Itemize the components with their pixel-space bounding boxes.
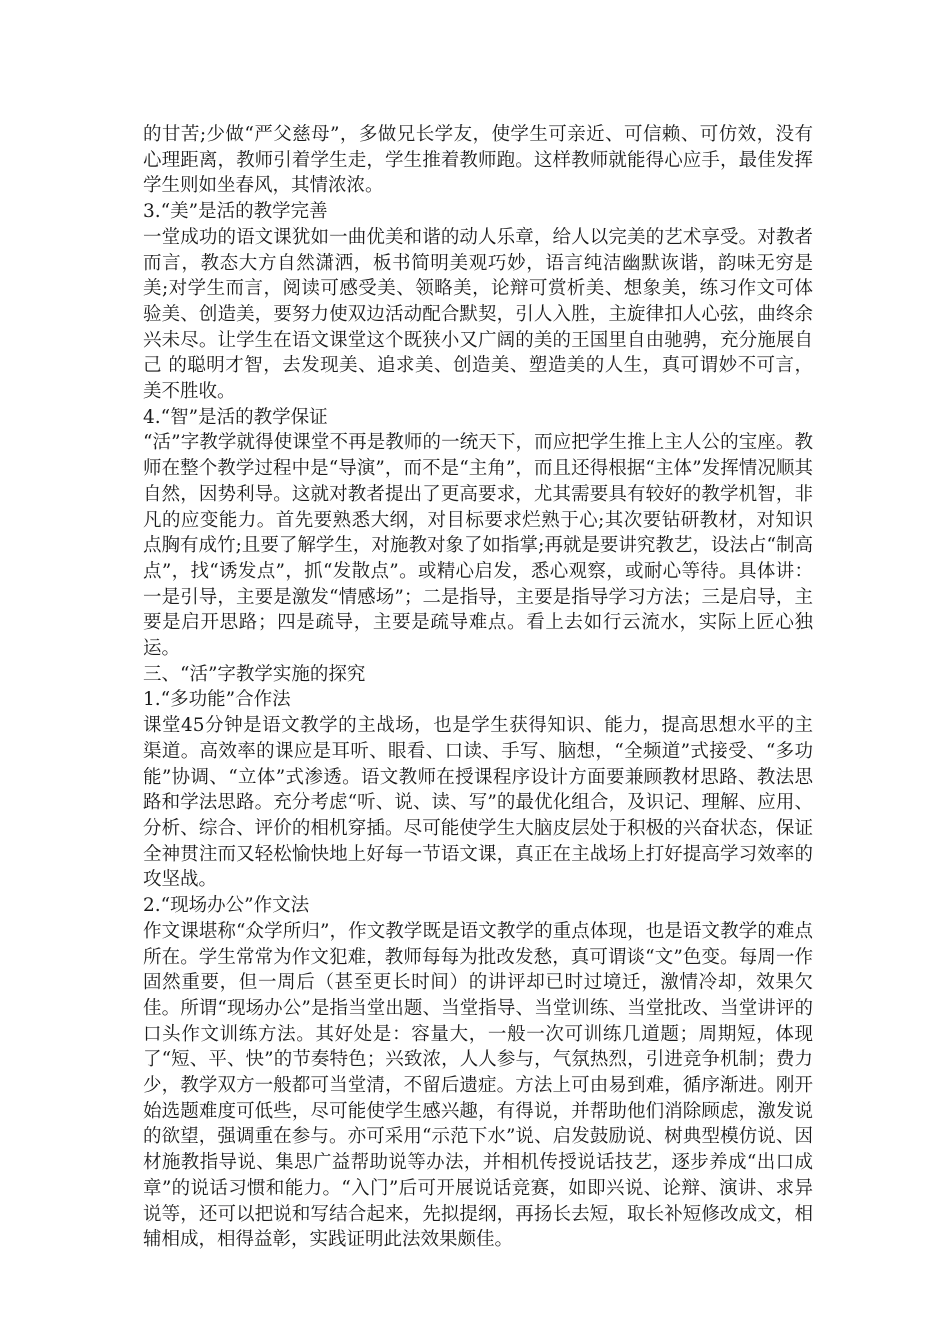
paragraph-beauty: 一堂成功的语文课犹如一曲优美和谐的动人乐章，给人以完美的艺术享受。对教者 而言，教态大方自然潇洒，板书简明美观巧妙，语言纯洁幽默诙谐，韵味无穷是美;对学生而言，阅读可感受美、领略美，论辩可赏析美、想象美，练习作文可体验美、创造美，要努力使双边活动配合默契，引人入胜，主旋律扣人心弦，曲终余兴未尽。让学生在语文课堂这个既狭小又广阔的美的王国里自由驰骋，充分施展自己 的聪明才智，去发现美、追求美、创造美、塑造美的人生，真可谓妙不可言，美不胜收。 bbox=[143, 226, 813, 403]
heading-multifunction: 1.“多功能”合作法 bbox=[143, 689, 291, 711]
document-page bbox=[143, 122, 813, 1253]
paragraph-multifunction: 课堂45分钟是语文教学的主战场，也是学生获得知识、能力，提高思想水平的主渠道。高效率的课应是耳听、眼看、口读、手写、脑想，“全频道”式接受、“多功能”协调、“立体”式渗透。语文教师在授课程序设计方面要兼顾教材思路、教法思路和学法思路。充分考虑“听、说、读、写”的最优化组合，及识记、理解、应用、分析、综合、评价的相机穿插。尽可能使学生大脑皮层处于积极的兴奋状态，保证全神贯注而又轻松愉快地上好每一节语文课，真正在主战场上打好提高学习效率的攻坚战。 bbox=[143, 715, 813, 891]
paragraph-onsite-writing: 作文课堪称“众学所归”，作文教学既是语文教学的重点体现，也是语文教学的难点所在。学生常常为作文犯难，教师每每为批改发愁，真可谓谈“文”色变。每周一作固然重要，但一周后（甚至更长时间）的讲评却已时过境迁，激情冷却，效果欠佳。所谓“现场办公”是指当堂出题、当堂指导、当堂训练、当堂批改、当堂讲评的口头作文训练方法。其好处是：容量大，一般一次可训练几道题；周期短，体现了“短、平、快”的节奏特色；兴致浓，人人参与，气氛热烈，引进竞争机制；费力少，教学双方一般都可当堂清，不留后遗症。方法上可由易到难，循序渐进。刚开始选题难度可低些，尽可能使学生感兴趣，有得说，并帮助他们消除顾虑，激发说的欲望，强调重在参与。亦可采用“示范下水”说、启发鼓励说、树典型模仿说、因材施教指导说、集思广益帮助说等办法，并相机传授说话技艺，逐步养成“出口成章”的说话习惯和能力。“入门”后可开展说话竞赛，如即兴说、论辩、演讲、求异说等，还可以把说和写结合起来，先拟提纲，再扬长去短，取长补短修改成文，相辅相成，相得益彰，实践证明此法效果颇佳。 bbox=[143, 920, 813, 1251]
paragraph-teacher-role: 的甘苦;少做“严父慈母”，多做兄长学友，使学生可亲近、可信赖、可仿效，没有心理距离，教师引着学生走，学生推着教师跑。这样教师就能得心应手，最佳发挥学生则如坐春风，其情浓浓。 bbox=[143, 124, 813, 197]
heading-wisdom: 4.“智”是活的教学保证 bbox=[143, 406, 328, 428]
paragraph-wisdom: “活”字教学就得使课堂不再是教师的一统天下，而应把学生推上主人公的宝座。教师在整个教学过程中是“导演”，而不是“主角”，而且还得根据“主体”发挥情况顺其自然，因势利导。这就对教者提出了更高要求，尤其需要具有较好的教学机智，非凡的应变能力。首先要熟悉大纲，对目标要求烂熟于心;其次要钻研教材，对知识点胸有成竹;且要了解学生，对施教对象了如指掌;再就是要讲究教艺，设法占“制高点”，找“诱发点”，抓“发散点”。或精心启发，悉心观察，或耐心等待。具体讲：一是引导，主要是激发“情感场”；二是指导，主要是指导学习方法；三是启导，主要是启开思路；四是疏导，主要是疏导难点。看上去如行云流水，实际上匠心独运。 bbox=[143, 432, 813, 660]
heading-section-three: 三、“活”字教学实施的探究 bbox=[143, 663, 366, 685]
heading-onsite-writing: 2.“现场办公”作文法 bbox=[143, 895, 310, 917]
heading-beauty: 3.“美”是活的教学完善 bbox=[143, 201, 328, 223]
